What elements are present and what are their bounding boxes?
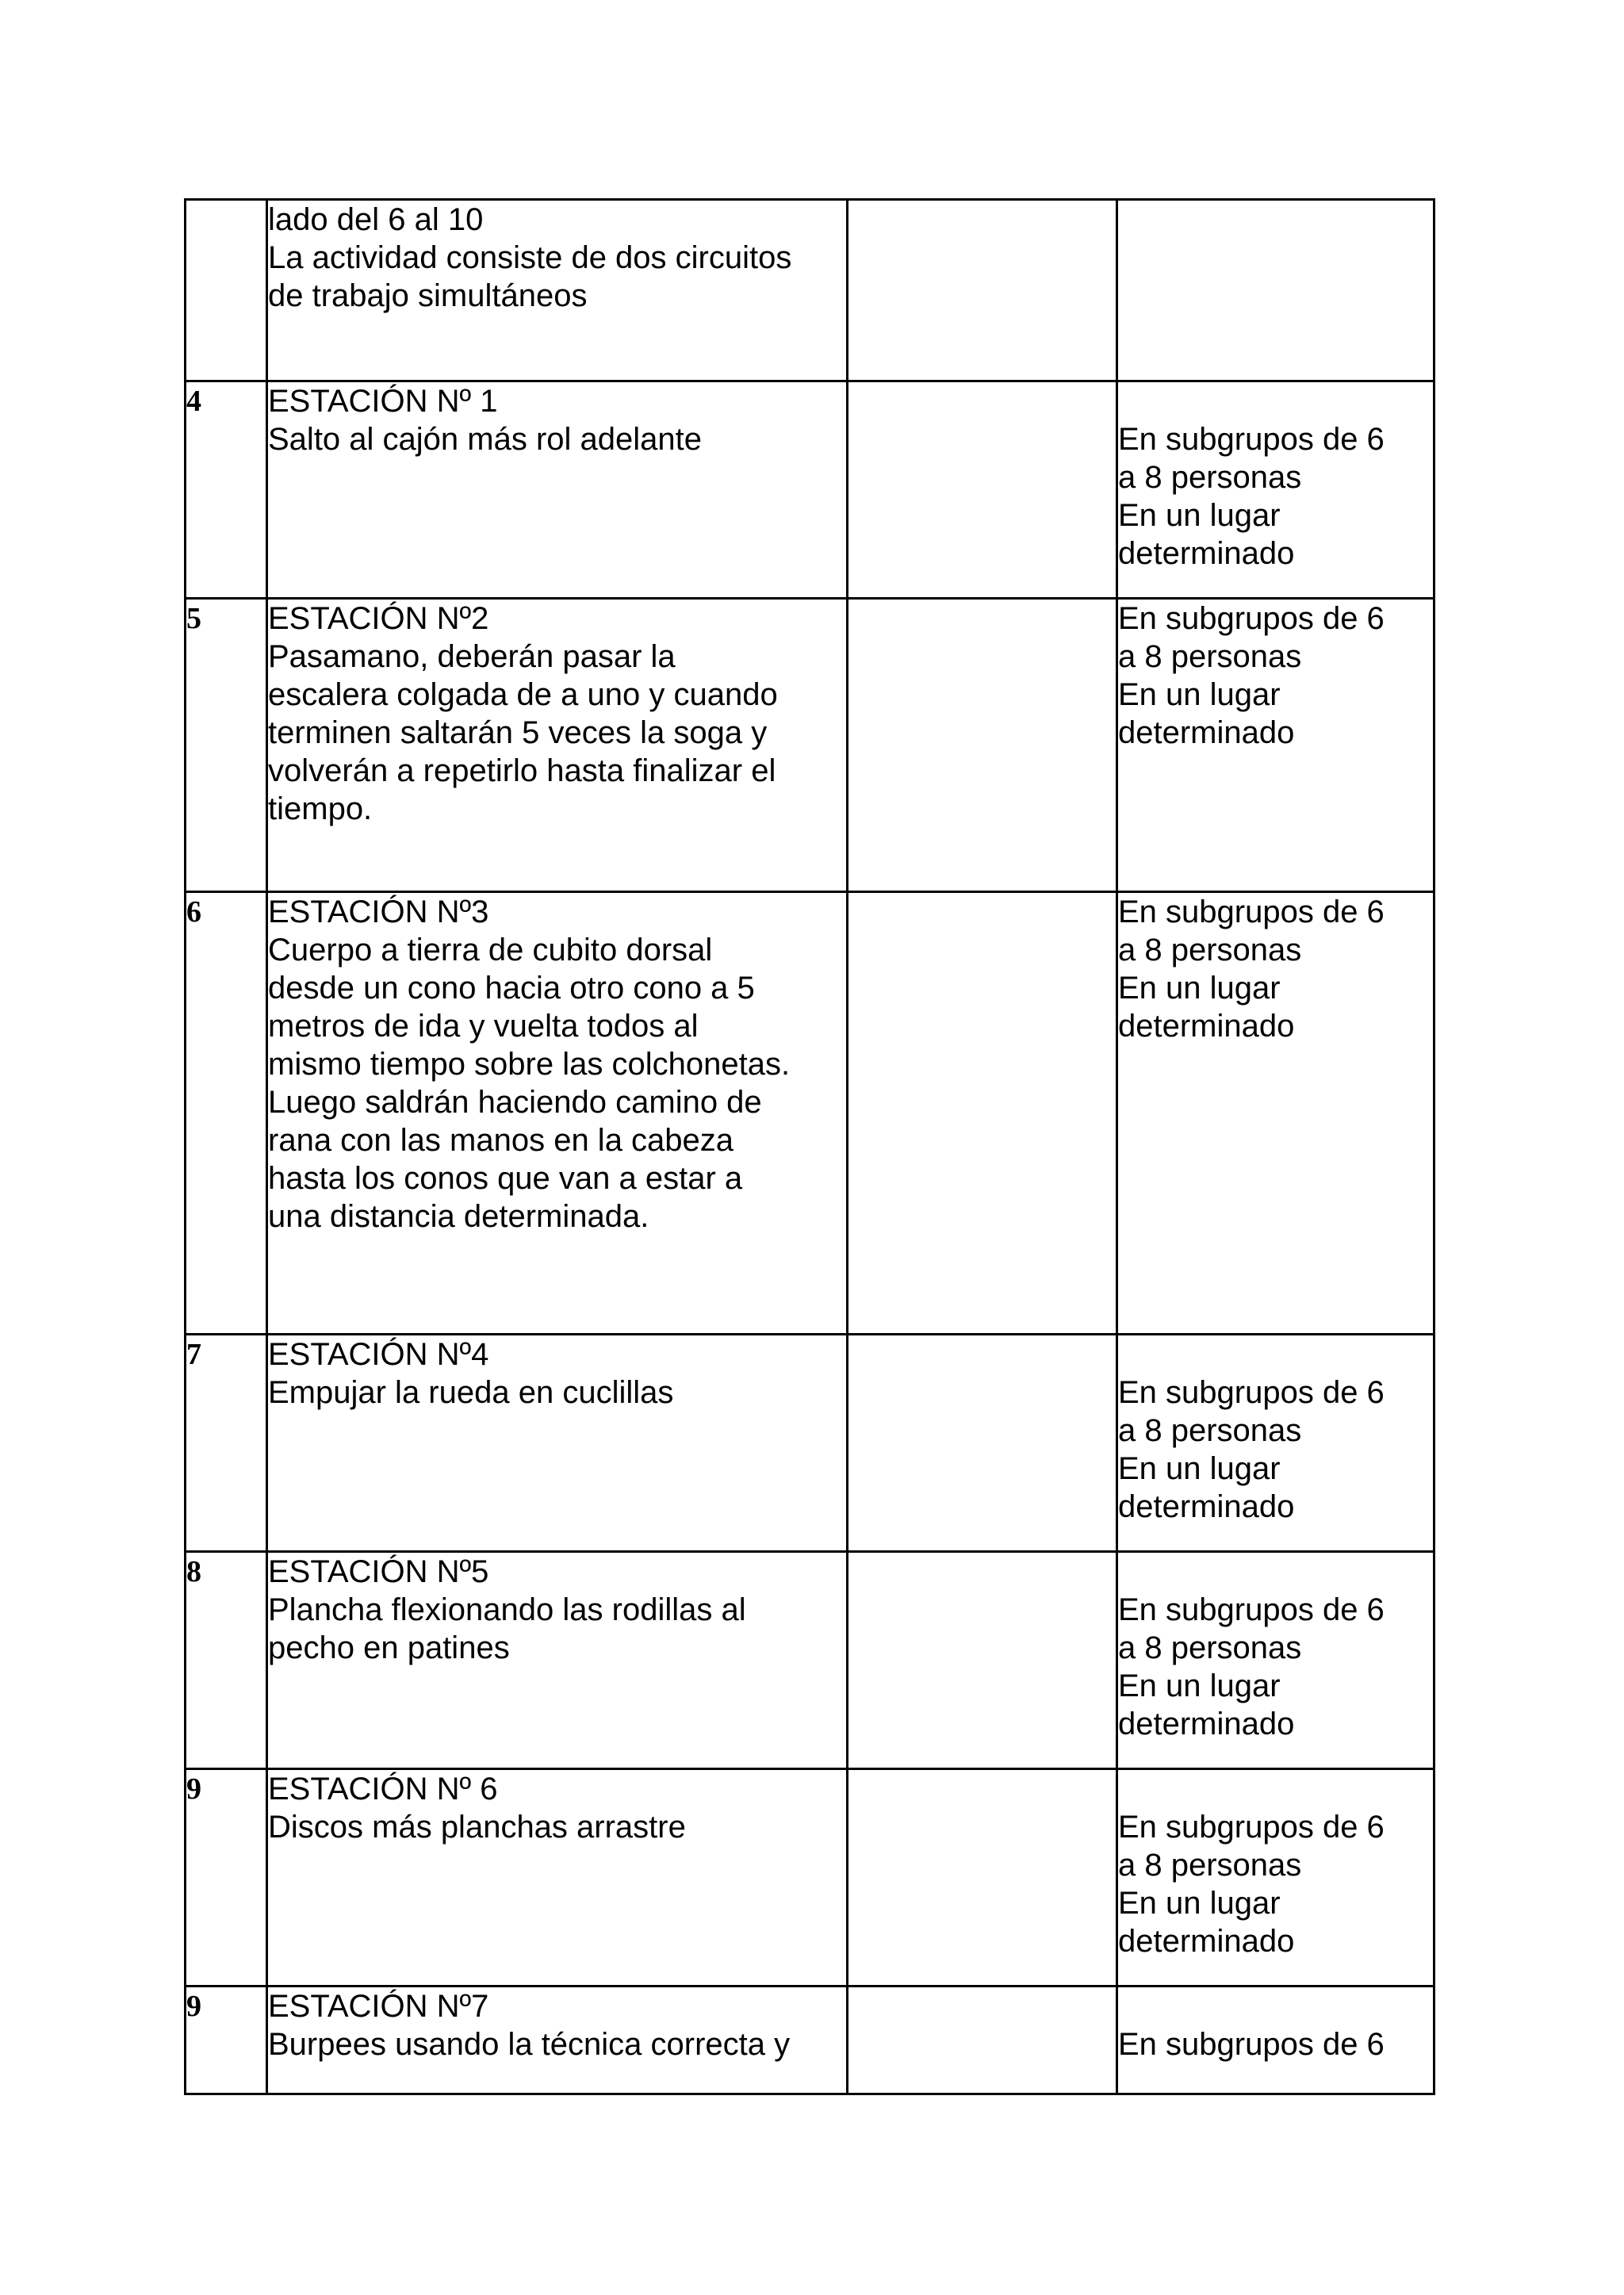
row-number: 5 <box>186 599 267 892</box>
activity-table-body <box>186 200 1434 2094</box>
time-cell <box>848 381 1117 599</box>
activity-cell <box>267 892 848 1335</box>
organization-line: En subgrupos de 6 <box>1118 422 1385 457</box>
table-row <box>186 200 1434 381</box>
activity-line: tiempo. <box>268 791 373 826</box>
activity-line: ESTACIÓN Nº2 <box>268 601 489 636</box>
organization-line: En un lugar <box>1118 498 1281 533</box>
row-number: 8 <box>186 1552 267 1769</box>
activity-cell <box>267 1552 848 1769</box>
row-number: 7 <box>186 1335 267 1552</box>
time-cell <box>848 1769 1117 1987</box>
activity-line: mismo tiempo sobre las colchonetas. <box>268 1047 791 1082</box>
row-number: 6 <box>186 892 267 1335</box>
activity-line: ESTACIÓN Nº 6 <box>268 1772 498 1806</box>
activity-line: Empujar la rueda en cuclillas <box>268 1375 674 1410</box>
organization-line: determinado <box>1118 1707 1295 1741</box>
activity-line: desde un cono hacia otro cono a 5 <box>268 971 755 1006</box>
table-row <box>186 381 1434 599</box>
organization-line: En subgrupos de 6 <box>1118 1375 1385 1410</box>
organization-line: En un lugar <box>1118 1886 1281 1921</box>
activity-table <box>184 198 1435 2095</box>
time-cell <box>848 1552 1117 1769</box>
organization-line: a 8 personas <box>1118 639 1302 674</box>
time-cell <box>848 200 1117 381</box>
organization-line: a 8 personas <box>1118 1848 1302 1883</box>
table-row <box>186 599 1434 892</box>
activity-line: Plancha flexionando las rodillas al <box>268 1592 746 1627</box>
activity-cell <box>267 1335 848 1552</box>
activity-line: ESTACIÓN Nº 1 <box>268 384 498 419</box>
organization-line: determinado <box>1118 715 1295 750</box>
activity-line: Burpees usando la técnica correcta y <box>268 2027 791 2062</box>
row-number: 4 <box>186 381 267 599</box>
organization-line: En subgrupos de 6 <box>1118 1810 1385 1845</box>
activity-line: escalera colgada de a uno y cuando <box>268 677 778 712</box>
activity-line: Salto al cajón más rol adelante <box>268 422 702 457</box>
organization-line: a 8 personas <box>1118 933 1302 967</box>
time-cell <box>848 599 1117 892</box>
activity-line: lado del 6 al 10 <box>268 202 484 237</box>
organization-cell <box>1117 200 1434 381</box>
table-row <box>186 1552 1434 1769</box>
organization-line: a 8 personas <box>1118 460 1302 495</box>
time-cell <box>848 1335 1117 1552</box>
activity-line: terminen saltarán 5 veces la soga y <box>268 715 768 750</box>
activity-line: ESTACIÓN Nº5 <box>268 1554 489 1589</box>
activity-line: ESTACIÓN Nº7 <box>268 1989 489 2024</box>
activity-line: de trabajo simultáneos <box>268 278 588 313</box>
organization-cell <box>1117 599 1434 892</box>
activity-cell <box>267 1769 848 1987</box>
row-number <box>186 200 267 381</box>
organization-cell <box>1117 892 1434 1335</box>
organization-cell <box>1117 1335 1434 1552</box>
activity-line: metros de ida y vuelta todos al <box>268 1009 699 1044</box>
time-cell <box>848 1987 1117 2094</box>
activity-line: Pasamano, deberán pasar la <box>268 639 676 674</box>
activity-cell <box>267 1987 848 2094</box>
row-number: 9 <box>186 1769 267 1987</box>
organization-line: a 8 personas <box>1118 1413 1302 1448</box>
organization-cell <box>1117 1552 1434 1769</box>
activity-line: volverán a repetirlo hasta finalizar el <box>268 753 776 788</box>
organization-line: En subgrupos de 6 <box>1118 601 1385 636</box>
organization-line: En un lugar <box>1118 971 1281 1006</box>
activity-line: pecho en patines <box>268 1630 510 1665</box>
activity-line: Luego saldrán haciendo camino de <box>268 1085 762 1120</box>
row-number: 9 <box>186 1987 267 2094</box>
organization-line: determinado <box>1118 1009 1295 1044</box>
organization-line: determinado <box>1118 536 1295 571</box>
activity-line: Discos más planchas arrastre <box>268 1810 686 1845</box>
time-cell <box>848 892 1117 1335</box>
organization-line: En un lugar <box>1118 1451 1281 1486</box>
organization-line: En subgrupos de 6 <box>1118 2027 1385 2062</box>
table-row <box>186 1987 1434 2094</box>
activity-cell <box>267 381 848 599</box>
activity-line: rana con las manos en la cabeza <box>268 1123 734 1158</box>
activity-cell <box>267 599 848 892</box>
table-row <box>186 1335 1434 1552</box>
organization-line: determinado <box>1118 1489 1295 1524</box>
organization-cell <box>1117 381 1434 599</box>
organization-cell <box>1117 1987 1434 2094</box>
organization-line: En subgrupos de 6 <box>1118 1592 1385 1627</box>
organization-cell <box>1117 1769 1434 1987</box>
activity-cell <box>267 200 848 381</box>
organization-line: a 8 personas <box>1118 1630 1302 1665</box>
table-row <box>186 892 1434 1335</box>
activity-line: Cuerpo a tierra de cubito dorsal <box>268 933 713 967</box>
activity-line: una distancia determinada. <box>268 1199 649 1234</box>
organization-line: En subgrupos de 6 <box>1118 895 1385 929</box>
organization-line: En un lugar <box>1118 677 1281 712</box>
activity-line: La actividad consiste de dos circuitos <box>268 240 792 275</box>
activity-line: ESTACIÓN Nº3 <box>268 895 489 929</box>
activity-line: hasta los conos que van a estar a <box>268 1161 743 1196</box>
activity-line: ESTACIÓN Nº4 <box>268 1337 489 1372</box>
table-row <box>186 1769 1434 1987</box>
organization-line: En un lugar <box>1118 1669 1281 1703</box>
organization-line: determinado <box>1118 1924 1295 1959</box>
